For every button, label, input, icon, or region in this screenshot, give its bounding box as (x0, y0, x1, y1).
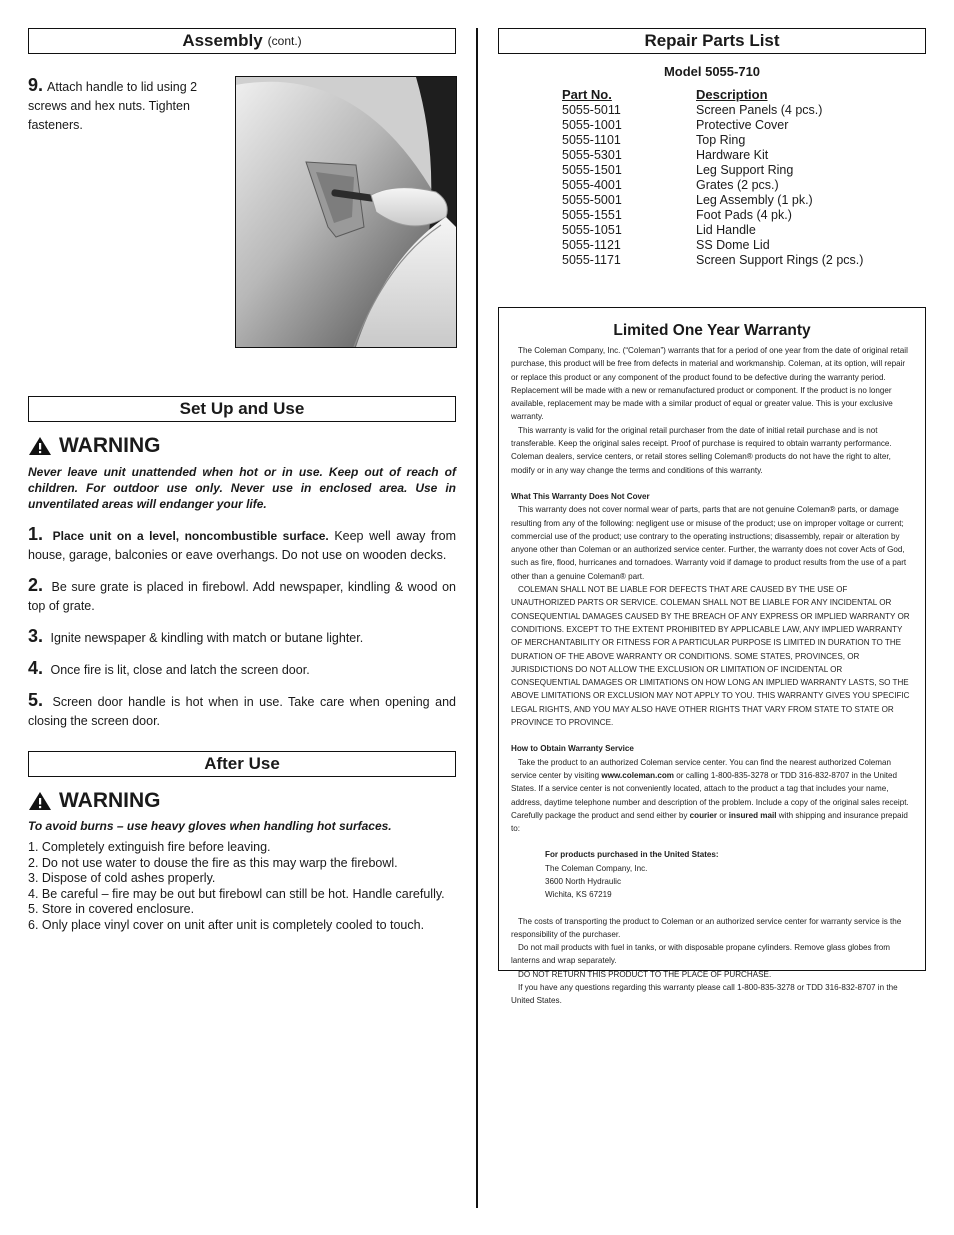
warranty-paragraph: Do not mail products with fuel in tanks, or with disposable propane cylinders. Remove glass globes from lanterns and wrap separately. (511, 943, 891, 966)
part-number: 5055-5001 (562, 193, 622, 207)
after-use-item: 6. Only place vinyl cover on unit after unit is completely cooled to touch. (28, 917, 425, 932)
step-9 (28, 76, 456, 396)
part-description: SS Dome Lid (696, 238, 770, 252)
warranty-paragraph: The Coleman Company, Inc. (“Coleman”) warrants that for a period of one year from the date of original retail purchase, this product will be free from defects in material and workmanship. Coleman, at its option, will repair or replace this product or any component of the product found to be defective during the warranty period. Replacement will be made with a new or remanufactured product or component. If the product is no longer available, replacement may be made with a similar product of equal or greater value. This is your exclusive warranty. (511, 346, 908, 422)
part-number: 5055-4001 (562, 178, 622, 192)
setup-step-2-number: 2. (28, 575, 44, 595)
parts-table (562, 87, 926, 268)
setup-warning-heading (28, 434, 456, 458)
table-row (562, 238, 926, 253)
after-use-item: 5. Store in covered enclosure. (28, 902, 195, 916)
warranty-url: www.coleman.com (601, 770, 674, 780)
part-description: Leg Assembly (1 pk.) (696, 193, 813, 207)
part-number: 5055-1051 (562, 223, 622, 237)
parts-title: Repair Parts List (644, 31, 780, 50)
setup-step-5-number: 5. (28, 690, 44, 710)
address-heading: For products purchased in the United States: (545, 850, 719, 860)
part-description: Top Ring (696, 133, 746, 147)
part-number: 5055-1501 (562, 163, 622, 177)
setup-step-5-text: Screen door handle is hot when in use. Take care when opening and closing the screen door. (28, 695, 456, 728)
part-description: Foot Pads (4 pk.) (696, 208, 792, 222)
setup-warning-text: Never leave unit unattended when hot or in use. Keep out of reach of children. For outdoor use only. Never use in enclosed area. Use in unventilated areas will endanger your life. (28, 465, 456, 511)
right-column (498, 28, 926, 1006)
table-row (562, 148, 926, 163)
warranty-paragraph: If you have any questions regarding this warranty please call 1-800-835-3278 or TDD 316-832-8707 in the United States. (511, 983, 898, 1006)
part-description: Screen Support Rings (2 pcs.) (696, 253, 864, 267)
col-part-number: Part No. (562, 87, 612, 102)
after-use-title: After Use (204, 754, 280, 773)
step-9-number: 9. (28, 75, 44, 95)
address-line: Wichita, KS 67219 (545, 890, 612, 900)
warranty-subheading: What This Warranty Does Not Cover (511, 491, 650, 501)
table-row (562, 193, 926, 208)
warranty-subheading: How to Obtain Warranty Service (511, 744, 634, 754)
parts-header (498, 28, 926, 54)
table-row (562, 163, 926, 178)
warranty-paragraph: This warranty is valid for the original retail purchaser from the date of initial retail purchase and is not transferable. Keep the original sales receipt. Proof of purchase is required to obtain warranty performance. Coleman dealers, service centers, or retail stores selling Coleman® products do not have the right to alter, modify or in any way change the terms and conditions of this warranty. (511, 425, 892, 475)
after-use-item: 2. Do not use water to douse the fire as this may warp the firebowl. (28, 855, 398, 870)
table-row (562, 133, 926, 148)
setup-step-1-text: Keep well away from house, garage, balconies or eave overhangs. Do not use on wooden decks. (28, 529, 456, 562)
after-use-item: 3. Dispose of cold ashes properly. (28, 871, 216, 885)
model-number: Model 5055-710 (663, 64, 761, 79)
after-use-header (28, 751, 456, 777)
assembly-title-suffix: (cont.) (267, 34, 302, 48)
setup-step-2 (28, 576, 456, 616)
part-number: 5055-1171 (562, 253, 621, 267)
left-column (28, 28, 456, 933)
setup-step-4-text: Once fire is lit, close and latch the screen door. (50, 663, 310, 677)
setup-step-4-number: 4. (28, 658, 44, 678)
setup-step-3-text: Ignite newspaper & kindling with match or butane lighter. (50, 631, 364, 645)
address-line: 3600 North Hydraulic (545, 876, 622, 886)
part-description: Hardware Kit (696, 148, 769, 162)
table-row (562, 118, 926, 133)
assembly-title: Assembly (182, 31, 263, 50)
assembly-header (28, 28, 456, 54)
setup-step-2-text: Be sure grate is placed in firebowl. Add newspaper, kindling & wood on top of grate. (28, 580, 456, 613)
after-use-warning-text: To avoid burns – use heavy gloves when handling hot surfaces. (28, 819, 392, 833)
part-description: Screen Panels (4 pcs.) (696, 103, 823, 117)
warranty-paragraph (511, 756, 913, 836)
warranty-courier: courier (689, 810, 718, 820)
warranty-box (498, 307, 926, 1006)
part-description: Leg Support Ring (696, 163, 794, 177)
after-use-item: 4. Be careful – fire may be out but firebowl can still be hot. Handle carefully. (28, 886, 445, 901)
parts-table-header (562, 87, 926, 103)
table-row (562, 208, 926, 223)
after-use-warning-title: WARNING (59, 789, 161, 812)
setup-step-1-lead: Place unit on a level, noncombustible surface. (52, 529, 329, 543)
setup-step-5 (28, 691, 456, 731)
part-number: 5055-1551 (562, 208, 622, 222)
step-9-text-block (28, 76, 218, 135)
after-use-list (28, 840, 456, 933)
warning-triangle-icon (28, 436, 52, 456)
photo-lid-handle (235, 76, 457, 348)
col-description: Description (696, 87, 768, 102)
column-divider (476, 28, 478, 1208)
warranty-text: with shipping and insurance prepaid to: (511, 810, 908, 834)
after-use-item: 1. Completely extinguish fire before leaving. (28, 840, 271, 854)
part-description: Protective Cover (696, 118, 789, 132)
setup-step-4 (28, 659, 456, 680)
part-number: 5055-1001 (562, 118, 622, 132)
warranty-title: Limited One Year Warranty (613, 322, 811, 339)
warranty-paragraph: COLEMAN SHALL NOT BE LIABLE FOR DEFECTS THAT ARE CAUSED BY THE USE OF UNAUTHORIZED PARTS OR SERVICE. COLEMAN SHALL NOT BE LIABLE FOR ANY INCIDENTAL OR CONSEQUENTIAL DAMAGES CAUSED BY THE BREACH OF ANY EXPRESS OR IMPLIED WARRANTY OR CONDITIONS. EXCEPT TO THE EXTENT PROHIBITED BY APPLICABLE LAW, ANY IMPLIED WARRANTY OF MERCHANTABILITY OR FITNESS FOR A PARTICULAR PURPOSE IS LIMITED IN DURATION TO THE DURATION OF THE ABOVE WARRANTY OR CONDITIONS. SOME STATES, PROVINCES, OR JURISDICTIONS DO NOT ALLOW THE EXCLUSION OR LIMITATION OF INCIDENTAL OR CONSEQUENTIAL DAMAGES OR LIMITATIONS ON HOW LONG AN IMPLIED WARRANTY LASTS, SO THE ABOVE LIMITATIONS OR EXCLUSION MAY NOT APPLY TO YOU. THIS WARRANTY GIVES YOU SPECIFIC LEGAL RIGHTS, AND YOU MAY ALSO HAVE OTHER RIGHTS THAT VARY FROM STATE TO STATE OR PROVINCE TO PROVINCE. (511, 585, 910, 728)
part-description: Lid Handle (696, 223, 756, 237)
setup-warning-title: WARNING (59, 434, 161, 457)
setup-step-3-number: 3. (28, 626, 44, 646)
table-row (562, 223, 926, 238)
address-line: The Coleman Company, Inc. (545, 863, 648, 873)
warranty-text: or calling 1-800-835-3278 or TDD 316-832-8707 in the United States. If a service center is not conveniently located, attach to the product a tag that includes your name, address, daytime telephone number and description of the problem. Include a copy of the original sales receipt. Carefully package the product and send either by (511, 770, 909, 820)
part-number: 5055-1121 (562, 238, 621, 252)
setup-title: Set Up and Use (179, 399, 305, 418)
part-number: 5055-5301 (562, 148, 622, 162)
step-9-text: Attach handle to lid using 2 screws and hex nuts. Tighten fasteners. (28, 80, 198, 132)
warranty-paragraph: This warranty does not cover normal wear of parts, parts that are not genuine Coleman® parts, or damage resulting from any of the following: negligent use or misuse of the product; use on improper voltage or current; commercial use of the product; use contrary to the operating instructions; disassembly, repair or alteration by anyone other than Coleman or an authorized service center. Further, the warranty does not cover Acts of God, such as fire, flood, hurricanes and tornadoes. Warranty void if damage to product results from the use of a part other than a genuine Coleman® part. (511, 505, 907, 581)
warranty-text: Take the product to an authorized Coleman service center. You can find the nearest authorized Coleman service center by visiting (511, 757, 891, 780)
warranty-paragraph: DO NOT RETURN THIS PRODUCT TO THE PLACE OF PURCHASE. (518, 969, 772, 979)
setup-step-1-number: 1. (28, 524, 44, 544)
spacer (511, 902, 913, 915)
after-use-warning-heading (28, 789, 456, 813)
table-row (562, 178, 926, 193)
warranty-insured-mail: insured mail (728, 810, 777, 820)
table-row (562, 103, 926, 118)
photo-illustration (236, 77, 456, 347)
setup-step-3 (28, 627, 456, 648)
part-number: 5055-1101 (562, 133, 621, 147)
part-description: Grates (2 pcs.) (696, 178, 779, 192)
warranty-text: or (719, 810, 727, 820)
warranty-body (499, 340, 925, 1008)
warranty-paragraph: The costs of transporting the product to Coleman or an authorized service center for warranty service is the responsibility of the purchaser. (511, 916, 902, 939)
warning-triangle-icon (28, 791, 52, 811)
setup-header (28, 396, 456, 422)
setup-step-1 (28, 525, 456, 565)
table-row (562, 253, 926, 268)
part-number: 5055-5011 (562, 103, 621, 117)
